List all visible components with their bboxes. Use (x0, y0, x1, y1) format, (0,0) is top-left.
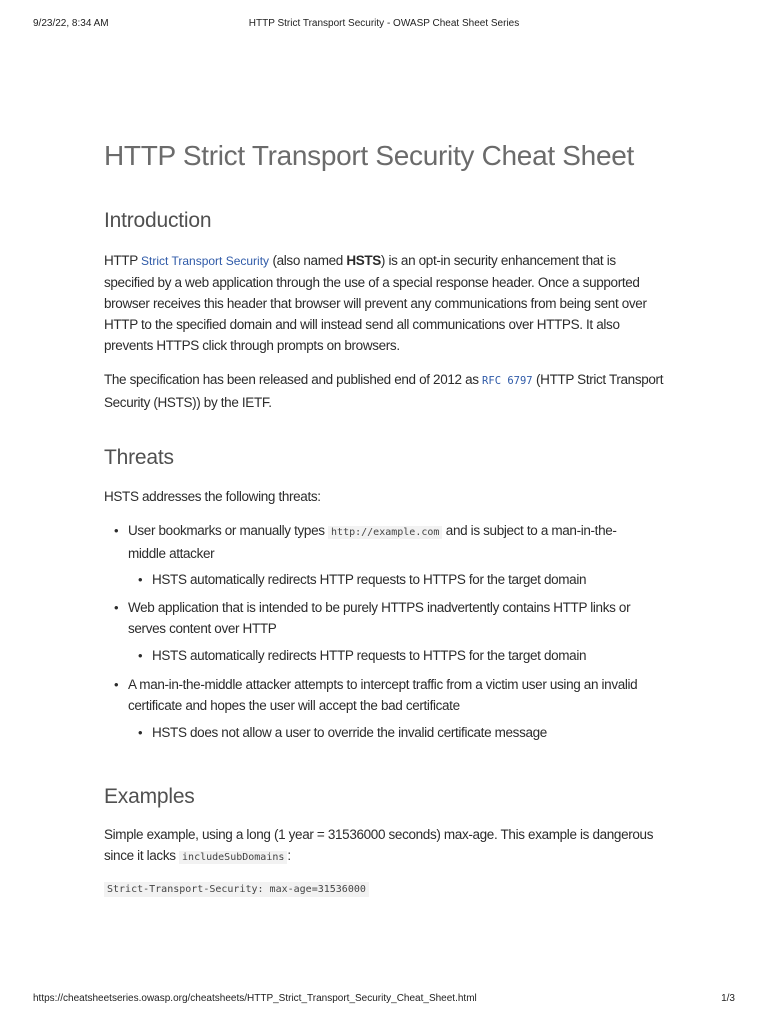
bullet-icon: • (114, 600, 119, 615)
list-item: • HSTS automatically redirects HTTP requests to HTTPS for the target domain (152, 645, 652, 666)
hsts-strong: HSTS (346, 253, 381, 268)
bullet-icon: • (138, 648, 143, 663)
bullet-icon: • (138, 725, 143, 740)
examples-paragraph: Simple example, using a long (1 year = 31536000 seconds) max-age. This example is dangerous since it lacks includeSubDomains : (104, 827, 654, 863)
list-item: • HSTS does not allow a user to override the invalid certificate message (152, 722, 652, 743)
heading-threats: Threats (104, 446, 174, 469)
heading-examples: Examples (104, 785, 195, 808)
link-strict-transport-security[interactable]: Strict Transport Security (141, 254, 270, 268)
print-url: https://cheatsheetseries.owasp.org/cheatsheets/HTTP_Strict_Transport_Security_Cheat_Sheet.html (33, 993, 477, 1004)
code-block: Strict-Transport-Security: max-age=31536000 (104, 882, 369, 897)
print-footer (33, 993, 735, 1007)
link-rfc-6797[interactable]: RFC 6797 (482, 375, 533, 387)
intro-paragraph-2: The specification has been released and published end of 2012 as RFC 6797 (HTTP Strict Transport Security (HSTS)) by the IETF. (104, 372, 664, 410)
bullet-icon: • (114, 523, 119, 538)
list-item: • User bookmarks or manually types http://example.com and is subject to a man-in-the-middle attacker (128, 520, 648, 564)
print-date: 9/23/22, 8:34 AM (33, 18, 109, 29)
print-header (33, 18, 735, 32)
bullet-icon: • (114, 677, 119, 692)
intro-paragraph-1: HTTP Strict Transport Security (also named HSTS) is an opt-in security enhancement that is specified by a web application through the use of a special response header. Once a supported browser receives this header that browser will prevent any communications from being sent over HTTP to the specified domain and will instead send all communications over HTTPS. It also prevents HTTPS click through prompts on browsers. (104, 253, 647, 353)
threats-lead: HSTS addresses the following threats: (104, 489, 321, 504)
print-page-title: HTTP Strict Transport Security - OWASP Cheat Sheet Series (248, 18, 520, 29)
bullet-icon: • (138, 572, 143, 587)
code-example-url: http://example.com (328, 526, 442, 539)
heading-introduction: Introduction (104, 209, 212, 232)
list-item: • A man-in-the-middle attacker attempts to intercept traffic from a victim user using an invalid certificate and hopes the user will accept the bad certificate (128, 674, 648, 716)
list-item: • HSTS automatically redirects HTTP requests to HTTPS for the target domain (152, 569, 652, 590)
page-number: 1/3 (721, 993, 735, 1004)
page-title: HTTP Strict Transport Security Cheat Sheet (104, 140, 634, 171)
code-includesubdomains: includeSubDomains (179, 851, 287, 864)
list-item: • Web application that is intended to be purely HTTPS inadvertently contains HTTP links or serves content over HTTP (128, 597, 648, 639)
